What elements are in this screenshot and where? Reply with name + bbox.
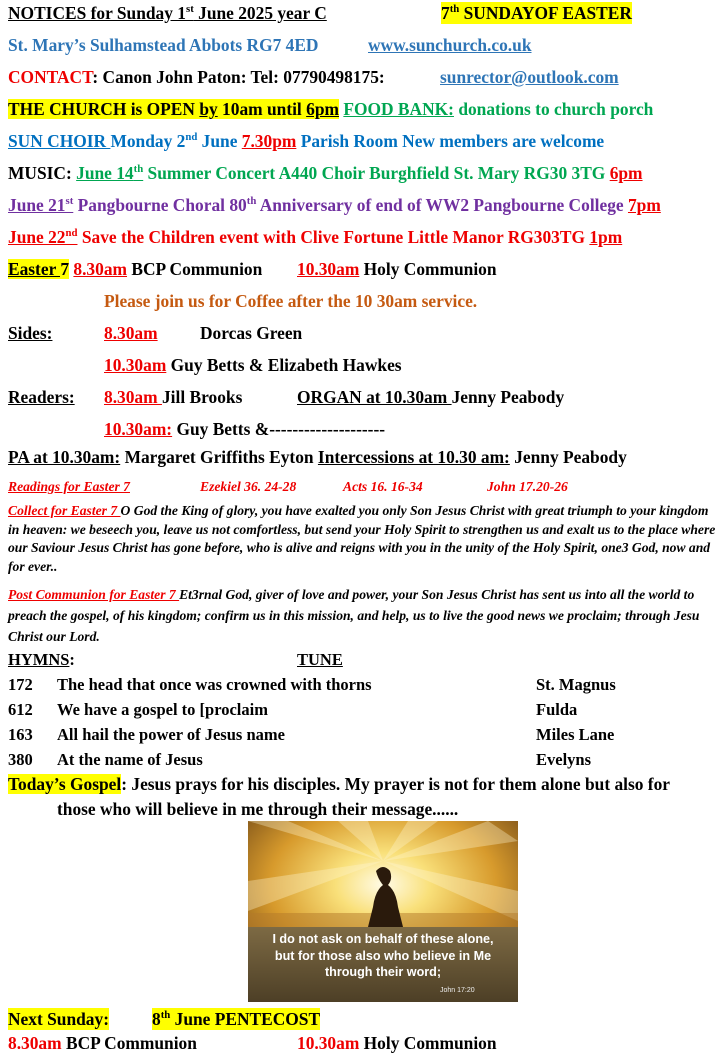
readers-first: 8.30am Jill Brooks (104, 387, 243, 407)
sides-label: Sides: (8, 323, 53, 343)
church-name: St. Mary’s Sulhamstead Abbots RG7 4ED (8, 35, 319, 55)
services-line: Easter 7 8.30am BCP Communion (8, 259, 263, 279)
hymn-number: 380 (8, 750, 33, 769)
sides-person-1: Dorcas Green (200, 323, 303, 343)
reading-1: Ezekiel 36. 24-28 (200, 479, 297, 494)
music-line: MUSIC: June 14th Summer Concert A440 Choir Burghfield St. Mary RG30 3TG 6pm (8, 163, 643, 183)
gospel-line-1: Today’s Gospel: Jesus prays for his disciples. My prayer is not for them alone but also for (8, 774, 671, 794)
coffee-note: Please join us for Coffee after the 10 30am service. (104, 291, 478, 311)
hymn-number: 163 (8, 725, 33, 744)
tune-heading: TUNE (297, 650, 343, 669)
hymn-number: 172 (8, 675, 33, 694)
next-sunday-label: Next Sunday: (8, 1009, 109, 1029)
next-services-first: 8.30am BCP Communion (8, 1033, 197, 1053)
hymn-title: The head that once was crowned with thorns (57, 675, 372, 694)
readers-second: 10.30am: Guy Betts &-------------------- (104, 419, 386, 439)
organ-line: ORGAN at 10.30am Jenny Peabody (297, 387, 565, 407)
contact-line: CONTACT: Canon John Paton: Tel: 07790498175: (8, 67, 385, 87)
hymn-tune: Evelyns (536, 750, 592, 769)
notices-title (8, 2, 327, 24)
notices-heading: NOTICES for Sunday 1st June 2025 year C (8, 3, 327, 23)
jesus-praying-image (248, 821, 518, 1002)
services-second: 10.30am Holy Communion (297, 259, 497, 279)
hymns-heading: HYMNS: (8, 650, 75, 669)
hymn-tune: Miles Lane (536, 725, 615, 744)
june21-line: June 21st Pangbourne Choral 80th Anniversary of end of WW2 Pangbourne College 7pm (8, 195, 661, 215)
website-link[interactable]: www.sunchurch.co.uk (368, 35, 532, 55)
hymn-title: At the name of Jesus (57, 750, 203, 769)
next-services-second: 10.30am Holy Communion (297, 1033, 497, 1053)
next-sunday-date: 8th June PENTECOST (152, 1009, 321, 1029)
hymn-number: 612 (8, 700, 33, 719)
easter-sunday-heading: 7th SUNDAYOF EASTER (441, 3, 632, 23)
image-reference: John 17:20 (440, 987, 475, 994)
hymn-title: We have a gospel to [proclaim (57, 700, 268, 719)
hymn-tune: Fulda (536, 700, 578, 719)
sides-time-1: 8.30am (104, 323, 158, 343)
readings-label: Readings for Easter 7 (8, 479, 130, 494)
post-communion-paragraph: Post Communion for Easter 7 Et3rnal God, giver of love and power, your Son Jesus Christ has sent us into all the world to preach the gospel, of his kingdom; confirm us in this mission, and help, us to live the good news we proclaim; through Jesu Christ our Lord. (8, 587, 700, 644)
readers-label: Readers: (8, 387, 75, 407)
hymn-tune: St. Magnus (536, 675, 616, 694)
sides-second: 10.30am Guy Betts & Elizabeth Hawkes (104, 355, 402, 375)
gospel-line-2: those who will believe in me through their message...... (57, 799, 459, 819)
choir-line: SUN CHOIR Monday 2nd June 7.30pm Parish Room New members are welcome (8, 131, 605, 151)
hymn-title: All hail the power of Jesus name (57, 725, 285, 744)
church-open-line: THE CHURCH is OPEN by 10am until 6pm FOOD BANK: donations to church porch (8, 99, 654, 119)
email-link[interactable]: sunrector@outlook.com (440, 67, 619, 87)
collect-paragraph: Collect for Easter 7 O God the King of glory, you have exalted you only Son Jesus Christ with great triumph to your kingdom in heaven: we beseech you, leave us not comfortless, but send your Holy Spirit to strengthen us and exalt us to the place where our Saviour Jesus Christ has gone before, who is alive and reigns with you in the unity of the Holy Spirit, one3 God, now and for ever.. (8, 503, 716, 574)
reading-2: Acts 16. 16-34 (343, 479, 423, 494)
image-caption: I do not ask on behalf of these alone, but for those also who believe in Me through their word; (272, 932, 494, 979)
june22-line: June 22nd Save the Children event with Clive Fortune Little Manor RG303TG 1pm (8, 227, 623, 247)
pa-line: PA at 10.30am: Margaret Griffiths Eyton Intercessions at 10.30 am: Jenny Peabody (8, 447, 627, 467)
reading-3: John 17.20-26 (487, 479, 568, 494)
